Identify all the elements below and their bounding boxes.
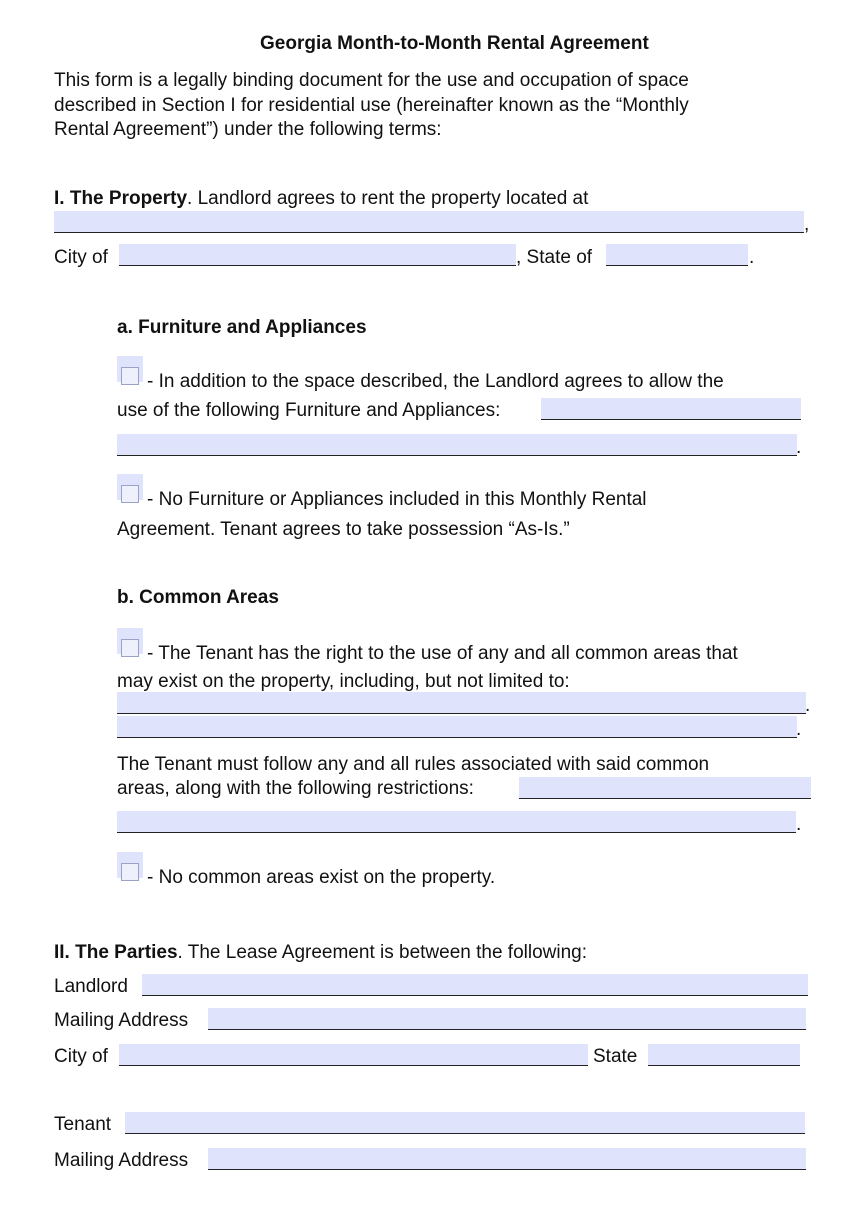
- intro-line-2: described in Section I for residential use (hereinafter known as the “Monthly: [54, 95, 689, 116]
- common-areas-heading: b. Common Areas: [117, 587, 279, 608]
- tenant-mailing-label: Mailing Address: [54, 1150, 189, 1171]
- property-city-field[interactable]: [119, 244, 516, 266]
- landlord-mailing-address-field[interactable]: [208, 1008, 806, 1030]
- restrictions-period: .: [796, 814, 802, 835]
- section-1-text: . Landlord agrees to rent the property located at: [187, 188, 589, 209]
- landlord-city-label: City of: [54, 1046, 108, 1067]
- checkbox-box-icon: [121, 485, 139, 503]
- landlord-city-field[interactable]: [119, 1044, 588, 1066]
- common-areas-period-1: .: [805, 695, 811, 716]
- common-areas-checkbox[interactable]: [117, 628, 143, 654]
- section-2-intro: [54, 942, 587, 964]
- restrictions-field-2[interactable]: [117, 811, 796, 833]
- section-2-text: . The Lease Agreement is between the following:: [177, 942, 588, 963]
- common-rules-line-2: areas, along with the following restrictions:: [117, 778, 474, 799]
- tenant-label: Tenant: [54, 1114, 112, 1135]
- landlord-state-field[interactable]: [648, 1044, 800, 1066]
- landlord-name-field[interactable]: [142, 974, 808, 996]
- furniture-included-checkbox[interactable]: [117, 356, 143, 382]
- landlord-mailing-label: Mailing Address: [54, 1010, 189, 1031]
- common-option-1-line-2: may exist on the property, including, but not limited to:: [117, 671, 570, 692]
- common-option-2: - No common areas exist on the property.: [147, 867, 496, 888]
- address-comma: ,: [804, 214, 810, 235]
- tenant-mailing-address-field[interactable]: [208, 1148, 806, 1170]
- tenant-name-field[interactable]: [125, 1112, 805, 1134]
- common-areas-field-2[interactable]: [117, 716, 797, 738]
- furniture-option-1-line-1: - In addition to the space described, the Landlord agrees to allow the: [147, 371, 724, 392]
- no-furniture-checkbox[interactable]: [117, 474, 143, 500]
- furniture-list-field-1[interactable]: [541, 398, 801, 420]
- furniture-period: .: [796, 437, 802, 458]
- furniture-heading: a. Furniture and Appliances: [117, 317, 367, 338]
- property-address-field[interactable]: [54, 211, 804, 233]
- checkbox-box-icon: [121, 863, 139, 881]
- checkbox-box-icon: [121, 639, 139, 657]
- no-common-areas-checkbox[interactable]: [117, 852, 143, 878]
- furniture-option-2-line-2: Agreement. Tenant agrees to take possession “As-Is.”: [117, 519, 570, 540]
- landlord-label: Landlord: [54, 976, 128, 997]
- furniture-option-2-line-1: - No Furniture or Appliances included in this Monthly Rental: [147, 489, 647, 510]
- furniture-option-1-line-2: use of the following Furniture and Appliances:: [117, 400, 501, 421]
- state-label: , State of: [516, 247, 593, 268]
- intro-line-3: Rental Agreement”) under the following terms:: [54, 119, 442, 140]
- checkbox-box-icon: [121, 367, 139, 385]
- common-rules-line-1: The Tenant must follow any and all rules associated with said common: [117, 754, 710, 775]
- common-areas-period-2: .: [796, 719, 802, 740]
- restrictions-field-1[interactable]: [519, 777, 811, 799]
- common-option-1-line-1: - The Tenant has the right to the use of any and all common areas that: [147, 643, 738, 664]
- landlord-state-label: State: [593, 1046, 638, 1067]
- intro-line-1: This form is a legally binding document for the use and occupation of space: [54, 70, 689, 91]
- section-1-intro: [54, 188, 588, 210]
- property-state-field[interactable]: [606, 244, 748, 266]
- common-areas-field-1[interactable]: [117, 692, 806, 714]
- furniture-list-field-2[interactable]: [117, 434, 797, 456]
- city-label: City of: [54, 247, 108, 268]
- document-title: Georgia Month-to-Month Rental Agreement: [260, 33, 649, 54]
- section-2-heading: II. The Parties: [54, 942, 178, 963]
- section-1-heading: I. The Property: [54, 188, 188, 209]
- state-period: .: [749, 247, 755, 268]
